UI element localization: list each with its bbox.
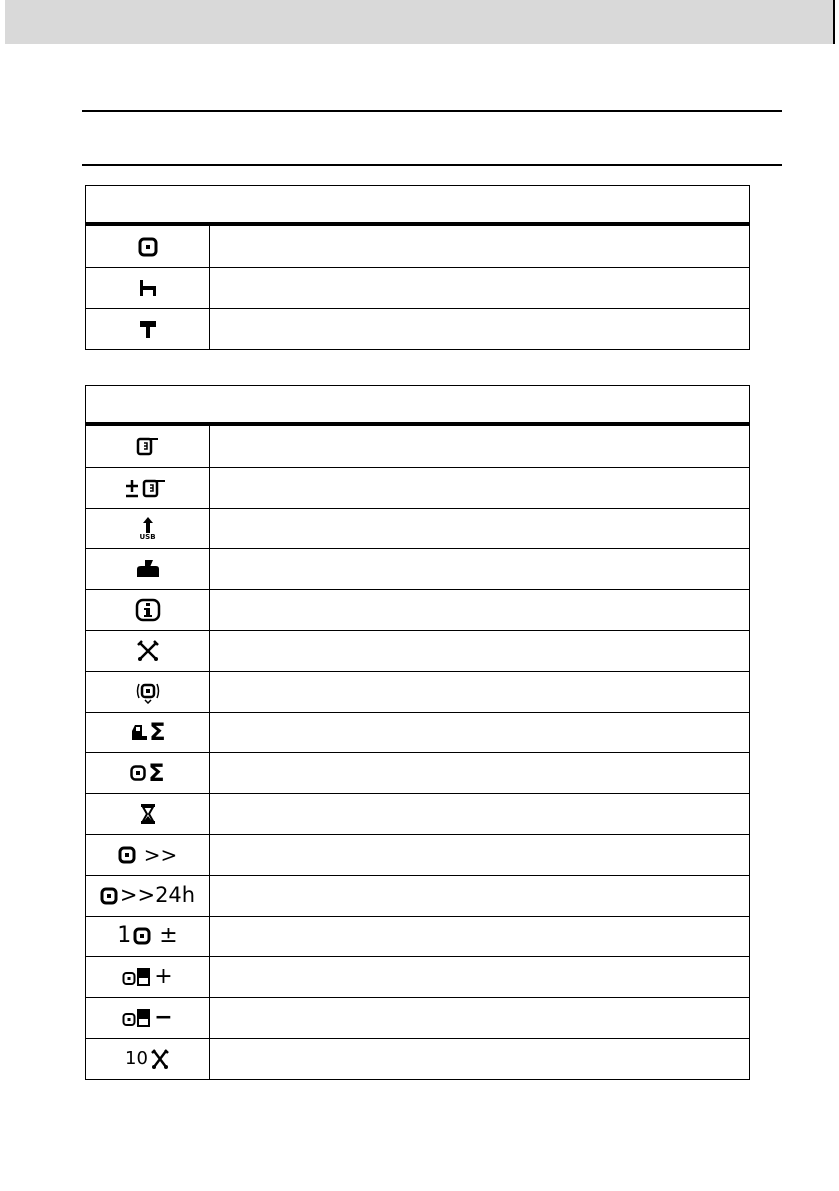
plus-text: + <box>154 964 173 990</box>
plusminus-text: ± <box>159 923 178 949</box>
sum-symbol: Σ <box>148 759 165 788</box>
table-row <box>86 226 749 267</box>
usb-label: USB <box>139 532 156 541</box>
table-row <box>86 712 749 753</box>
bed-rest-icon <box>138 278 158 298</box>
table-row <box>86 589 749 630</box>
usb-download-icon <box>139 516 155 541</box>
forward-24h-text: >>24h <box>119 883 196 908</box>
table-row <box>86 630 749 671</box>
table-row <box>86 1038 749 1079</box>
symbol-table-menu <box>85 385 750 1080</box>
one-text: 1 <box>117 923 132 949</box>
table-row <box>86 426 749 467</box>
plus-minus-card-clock-icon <box>124 476 172 500</box>
table-header <box>86 186 749 226</box>
table-row <box>86 752 749 793</box>
table-row <box>86 671 749 712</box>
disc-drive-icon <box>138 237 158 257</box>
disc-card-plus-icon <box>122 966 172 988</box>
forward-text: >> <box>143 842 178 867</box>
header-bar <box>5 0 834 44</box>
table-row <box>86 793 749 834</box>
vibration-disc-icon <box>135 680 161 704</box>
symbol-table-activities <box>85 185 750 350</box>
disc-forward-24h-icon <box>100 885 195 906</box>
table-row <box>86 548 749 589</box>
minus-text: − <box>154 1005 173 1031</box>
wrench-cross-icon <box>136 639 160 663</box>
table-row <box>86 834 749 875</box>
table-row <box>86 916 749 957</box>
card-clock-icon <box>135 435 161 457</box>
table-row <box>86 308 749 349</box>
info-icon <box>135 598 161 622</box>
disc-forward-icon <box>118 842 178 867</box>
disc-sum-icon <box>130 759 165 788</box>
hammer-work-icon <box>138 319 158 339</box>
sum-symbol: Σ <box>149 718 166 747</box>
vehicle-sum-icon <box>129 718 166 747</box>
table-row <box>86 875 749 916</box>
table-row <box>86 467 749 508</box>
table-row <box>86 508 749 549</box>
table-row <box>86 956 749 997</box>
heading-rule <box>82 164 782 166</box>
table-header <box>86 386 749 426</box>
hourglass-icon <box>140 803 156 825</box>
ten-cross-icon <box>125 1048 170 1070</box>
printer-icon <box>135 558 161 580</box>
ten-text: 10 <box>125 1047 148 1069</box>
header-bar-edge <box>833 0 835 44</box>
disc-card-minus-icon <box>122 1007 172 1029</box>
table-row <box>86 267 749 308</box>
one-disc-plusminus-icon <box>117 925 177 947</box>
table-row <box>86 997 749 1038</box>
top-rule <box>82 110 782 112</box>
